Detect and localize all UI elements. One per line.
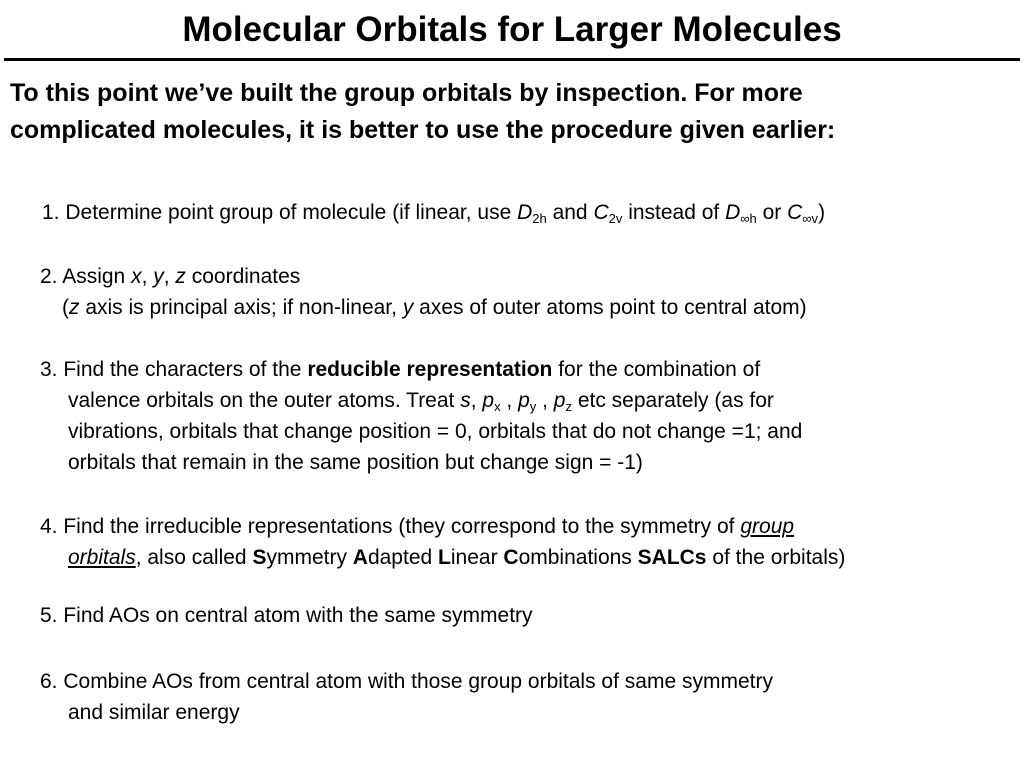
step-3-text-b: for the combination of bbox=[552, 358, 761, 381]
salc-ombinations: ombinations bbox=[518, 546, 638, 569]
px-subscript: x bbox=[494, 399, 501, 414]
step-4-of-orbitals: of the orbitals) bbox=[706, 546, 846, 569]
intro-line-2: complicated molecules, it is better to use the procedure given earlier: bbox=[10, 116, 836, 144]
y-axes: y bbox=[402, 296, 414, 319]
y-coord: y bbox=[153, 265, 164, 288]
step-2-open-paren: ( bbox=[62, 296, 69, 319]
step-1-or: or bbox=[756, 201, 788, 224]
d2h-symbol: D bbox=[517, 201, 533, 224]
step-1-close: ) bbox=[818, 201, 826, 224]
c2v-symbol: C bbox=[593, 201, 609, 224]
step-3-sep-3: , bbox=[536, 389, 554, 412]
step-3-separately: etc separately (as for bbox=[571, 389, 774, 412]
step-5-line: 5. Find AOs on central atom with the same symmetry bbox=[40, 604, 533, 627]
step-3 bbox=[40, 354, 802, 478]
step-2-comma-1: , bbox=[141, 265, 154, 288]
step-2-coordinates: coordinates bbox=[185, 265, 301, 288]
step-2-principal: axis is principal axis; if non-linear, bbox=[79, 296, 403, 319]
step-3-valence: valence orbitals on the outer atoms. Treat bbox=[68, 389, 461, 412]
step-6-line-2: and similar energy bbox=[68, 701, 240, 724]
step-1 bbox=[42, 197, 825, 228]
step-3-sep-2: , bbox=[500, 389, 519, 412]
reducible-representation: reducible representation bbox=[307, 358, 553, 381]
step-5 bbox=[40, 600, 533, 631]
step-3-line-1 bbox=[40, 354, 802, 385]
z-axis: z bbox=[69, 296, 80, 319]
cinfv-symbol: C bbox=[787, 201, 803, 224]
step-2-comma-2: , bbox=[163, 265, 176, 288]
step-2-outer-atoms: axes of outer atoms point to central atom) bbox=[413, 296, 807, 319]
step-4-line-2 bbox=[40, 542, 845, 573]
salc-dapted: dapted bbox=[367, 546, 439, 569]
orbitals-term: orbitals bbox=[68, 546, 136, 569]
s-orbital: s bbox=[460, 389, 471, 412]
z-coord: z bbox=[175, 265, 186, 288]
salcs-acronym: SALCs bbox=[637, 546, 707, 569]
salc-ymmetry: ymmetry bbox=[266, 546, 353, 569]
intro-line-1: To this point we’ve built the group orbitals by inspection. For more bbox=[10, 79, 803, 107]
salc-c: C bbox=[503, 546, 519, 569]
pz-orbital: p bbox=[553, 389, 566, 412]
salc-a: A bbox=[352, 546, 368, 569]
step-3-sep-1: , bbox=[470, 389, 483, 412]
page-title: Molecular Orbitals for Larger Molecules bbox=[182, 10, 842, 49]
px-orbital: p bbox=[482, 389, 495, 412]
step-2-line-1 bbox=[40, 261, 807, 292]
step-2-line-2 bbox=[40, 292, 807, 323]
salc-inear: inear bbox=[450, 546, 504, 569]
intro-paragraph bbox=[10, 75, 1020, 149]
d2h-subscript: 2h bbox=[532, 211, 547, 226]
step-4 bbox=[40, 511, 845, 573]
title-divider bbox=[4, 58, 1020, 61]
step-1-instead: instead of bbox=[622, 201, 726, 224]
dinfh-symbol: D bbox=[725, 201, 741, 224]
pz-subscript: z bbox=[565, 399, 572, 414]
x-coord: x bbox=[131, 265, 142, 288]
step-3-text-a: 3. Find the characters of the bbox=[40, 358, 308, 381]
salc-s: S bbox=[252, 546, 267, 569]
cinfv-subscript: ∞v bbox=[802, 211, 819, 226]
step-3-line-2 bbox=[40, 385, 802, 416]
step-3-line-3: vibrations, orbitals that change position = 0, orbitals that do not change =1; and bbox=[68, 420, 803, 443]
step-4-line-1 bbox=[40, 511, 845, 542]
step-2 bbox=[40, 261, 807, 323]
step-4-also-called: , also called bbox=[135, 546, 253, 569]
step-2-text: 2. Assign bbox=[40, 265, 132, 288]
py-subscript: y bbox=[529, 399, 537, 414]
step-6-line-1: 6. Combine AOs from central atom with those group orbitals of same symmetry bbox=[40, 670, 773, 693]
step-1-and: and bbox=[546, 201, 594, 224]
group-term: group bbox=[740, 515, 795, 538]
c2v-subscript: 2v bbox=[608, 211, 623, 226]
step-3-line-4: orbitals that remain in the same position but change sign = -1) bbox=[68, 451, 643, 474]
dinfh-subscript: ∞h bbox=[740, 211, 757, 226]
step-1-line bbox=[42, 197, 825, 228]
py-orbital: p bbox=[518, 389, 530, 412]
step-1-text: 1. Determine point group of molecule (if linear, use bbox=[42, 201, 518, 224]
salc-l: L bbox=[438, 546, 451, 569]
step-6 bbox=[40, 666, 773, 728]
step-4-text: 4. Find the irreducible representations (they correspond to the symmetry of bbox=[40, 515, 741, 538]
